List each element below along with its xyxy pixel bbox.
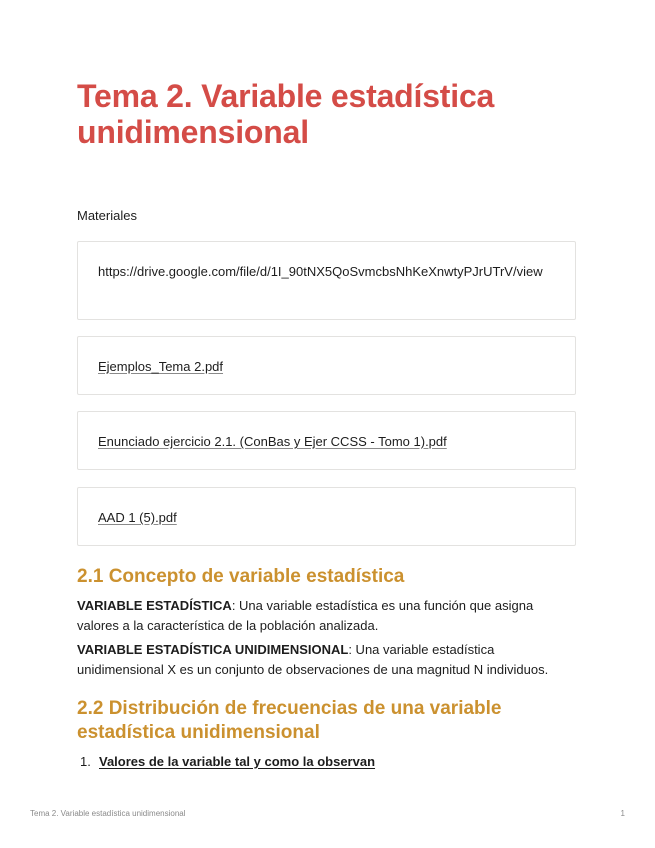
- footer-page-number: 1: [620, 809, 625, 818]
- list-item: [77, 752, 375, 772]
- list-item-text: Valores de la variable tal y como la observan: [99, 754, 376, 769]
- material-link-enunciado[interactable]: Enunciado ejercicio 2.1. (ConBas y Ejer CCSS - Tomo 1).pdf: [98, 434, 447, 449]
- materials-label: Materiales: [77, 208, 137, 223]
- term-variable-estadistica: VARIABLE ESTADÍSTICA: [77, 598, 232, 613]
- section-heading-2-1: 2.1 Concepto de variable estadística: [77, 566, 405, 587]
- material-card-enunciado[interactable]: [77, 411, 576, 470]
- material-card-ejemplos[interactable]: [77, 336, 576, 395]
- definition-variable-estadistica: [77, 596, 578, 636]
- material-card-drive-link[interactable]: [77, 241, 576, 320]
- footer-document-title: Tema 2. Variable estadística unidimensional: [30, 809, 186, 818]
- material-link-aad[interactable]: AAD 1 (5).pdf: [98, 510, 177, 525]
- section-heading-2-2: 2.2 Distribución de frecuencias de una variable estadística unidimensional: [77, 698, 502, 743]
- definition-text-2: : Una variable estadística unidimensional X es un conjunto de observaciones de una magnitud N individuos.: [77, 642, 549, 677]
- page-title: Tema 2. Variable estadística unidimensional: [77, 78, 495, 150]
- material-card-aad[interactable]: [77, 487, 576, 546]
- material-link-drive[interactable]: https://drive.google.com/file/d/1I_90tNX5QoSvmcbsNhKeXnwtyPJrUTrV/view: [98, 264, 543, 279]
- material-link-ejemplos[interactable]: Ejemplos_Tema 2.pdf: [98, 359, 224, 374]
- definition-text-1: : Una variable estadística es una función que asigna valores a la característica de la población analizada.: [77, 598, 534, 633]
- term-variable-unidimensional: VARIABLE ESTADÍSTICA UNIDIMENSIONAL: [77, 642, 349, 657]
- list-item-number: 1.: [80, 754, 91, 769]
- definition-variable-unidimensional: [77, 640, 578, 680]
